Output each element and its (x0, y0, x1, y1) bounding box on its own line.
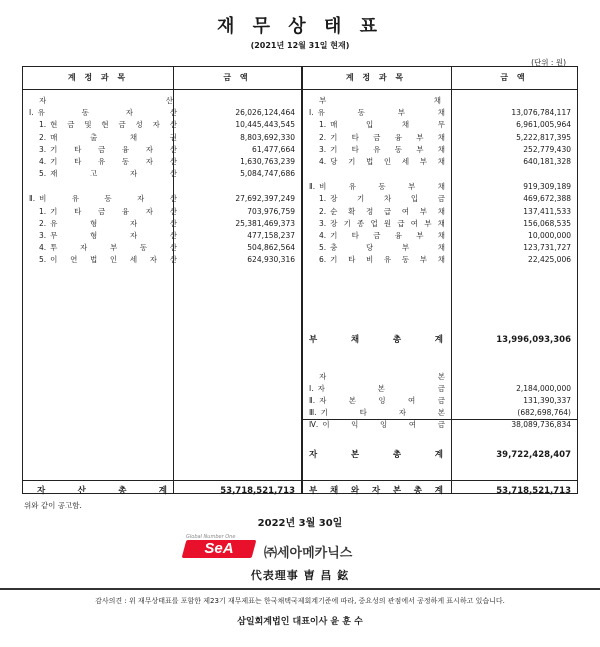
asset-label: 3. 무 형 자 산 (39, 231, 177, 240)
logo-tagline: Global Number One (186, 534, 236, 540)
liabilities-total-amount: 13,996,093,306 (496, 335, 571, 345)
liability-amount: 640,181,328 (523, 157, 571, 166)
asset-amount (173, 95, 295, 107)
equity-label: Ⅱ. 자 본 잉 여 금 (309, 396, 445, 405)
liability-amount: 10,000,000 (528, 231, 571, 240)
asset-label: Ⅰ. 유 동 자 산 (29, 108, 177, 118)
liability-label: 1. 장 기 차 입 금 (319, 194, 445, 204)
liability-label: 2. 기 타 금 융 부 채 (319, 132, 445, 142)
asset-amount: 5,084,747,686 (240, 169, 295, 179)
equity-total-amount: 39,722,428,407 (496, 450, 571, 460)
liability-label: Ⅱ. 비 유 동 부 채 (309, 182, 445, 192)
liability-amount: 919,309,189 (523, 182, 571, 192)
asset-label: 5. 이 연 법 인 세 자 산 (39, 255, 177, 265)
header-right-amount: 금 액 (500, 73, 528, 82)
asset-amount: 10,445,443,545 (235, 120, 295, 130)
announcement-date: 2022년 3월 30일 (257, 518, 343, 529)
liability-label: 1. 매 입 채 무 (319, 120, 445, 130)
liability-amount: 469,672,388 (523, 194, 571, 204)
assets-total-label: 자 산 총 계 (37, 486, 167, 496)
total-row-divider (23, 480, 577, 481)
liability-label: Ⅰ. 유 동 부 채 (309, 108, 445, 118)
liab-equity-total-amount: 53,718,521,713 (496, 486, 571, 496)
equity-amount (451, 371, 571, 383)
liability-label: 6. 기 타 비 유 동 부 채 (319, 255, 445, 265)
asset-label: 4. 투 자 부 동 산 (39, 243, 177, 253)
liability-amount: 22,425,006 (528, 255, 571, 265)
liability-amount: 252,779,430 (523, 144, 571, 154)
asset-label: 5. 재 고 자 산 (39, 169, 177, 179)
asset-amount: 27,692,397,249 (235, 194, 295, 204)
equity-label: Ⅳ. 이 익 잉 여 금 (309, 420, 445, 429)
header-left-account: 계 정 과 목 (67, 73, 129, 82)
header-right-account: 계 정 과 목 (345, 73, 407, 82)
assets-total-amount: 53,718,521,713 (220, 486, 295, 496)
asset-amount: 61,477,664 (252, 144, 295, 154)
balance-sheet-table (22, 66, 578, 494)
asset-amount: 26,026,124,464 (235, 108, 295, 118)
divider (0, 588, 600, 590)
asset-label: Ⅱ. 비 유 동 자 산 (29, 194, 177, 204)
liab-equity-total-label: 부 채 와 자 본 총 계 (309, 486, 443, 496)
asset-label: 자 산 (39, 96, 173, 105)
liability-label: 3. 장 기 종 업 원 급 여 부 채 (319, 218, 445, 228)
liability-label: 3. 기 타 유 동 부 채 (319, 144, 445, 154)
audit-opinion: 감사의견 : 위 재무상태표를 포함한 제23기 재무제표는 한국채택국제회계기준에 따라, 중요성의 관점에서 공정하게 표시하고 있습니다. (95, 597, 505, 605)
equity-amount: 131,390,337 (523, 396, 571, 405)
asset-amount: 504,862,564 (247, 243, 295, 253)
liabilities-total-label: 부 채 총 계 (309, 335, 443, 345)
liability-amount: 156,068,535 (523, 218, 571, 228)
logo-mark: SeA (182, 540, 257, 558)
equity-label: Ⅰ. 자 본 금 (309, 384, 445, 393)
equity-amount: 38,089,736,834 (511, 420, 571, 429)
liability-amount: 5,222,817,395 (516, 132, 571, 142)
liability-label: 2. 순 확 정 급 여 부 채 (319, 206, 445, 216)
page-title: 재 무 상 태 표 (216, 16, 383, 37)
asset-label: 3. 기 타 금 융 자 산 (39, 144, 177, 154)
notice-text: 위와 같이 공고함. (24, 501, 82, 510)
liability-amount (451, 95, 571, 107)
asset-amount: 624,930,316 (247, 255, 295, 265)
asset-label: 4. 기 타 유 동 자 산 (39, 157, 177, 166)
equity-amount: 2,184,000,000 (516, 384, 571, 393)
center-divider (301, 67, 303, 493)
header-left-amount: 금 액 (223, 73, 251, 82)
liability-amount: 123,731,727 (523, 243, 571, 253)
asset-amount: 8,803,692,330 (240, 132, 295, 142)
liability-label: 부 채 (319, 96, 441, 105)
asset-amount: 25,381,469,373 (235, 218, 295, 228)
asset-label: 1. 기 타 금 융 자 산 (39, 206, 177, 216)
asset-label: 2. 매 출 채 권 (39, 132, 177, 142)
asset-label: 2. 유 형 자 산 (39, 218, 177, 228)
representative: 代表理事 曺 昌 鉉 (250, 569, 350, 582)
asset-amount: 703,976,759 (247, 206, 295, 216)
liability-label: 5. 충 당 부 채 (319, 243, 445, 253)
equity-label: Ⅲ. 기 타 자 본 (309, 408, 445, 417)
equity-label: 자 본 (319, 372, 445, 381)
liability-amount: 6,961,005,964 (516, 120, 571, 130)
logo-company-name: ㈜세아메카닉스 (264, 545, 353, 560)
unit-label: (단위 : 원) (531, 58, 566, 67)
company-logo (180, 534, 420, 562)
asset-amount: 477,158,237 (247, 231, 295, 240)
table-header (23, 67, 577, 90)
asset-amount: 1,630,763,239 (240, 157, 295, 166)
equity-amount: (682,698,764) (517, 408, 571, 417)
liability-label: 4. 기 타 금 융 부 채 (319, 231, 445, 240)
auditor-name: 삼일회계법인 대표이사 윤 훈 수 (237, 617, 363, 627)
equity-total-label: 자 본 총 계 (309, 450, 443, 460)
liability-label: 4. 당 기 법 인 세 부 채 (319, 157, 445, 166)
report-date: (2021년 12월 31일 현재) (250, 41, 350, 50)
asset-label: 1. 현 금 및 현 금 성 자 산 (39, 120, 177, 130)
liability-amount: 137,411,533 (523, 206, 571, 216)
liability-amount: 13,076,784,117 (511, 108, 571, 118)
